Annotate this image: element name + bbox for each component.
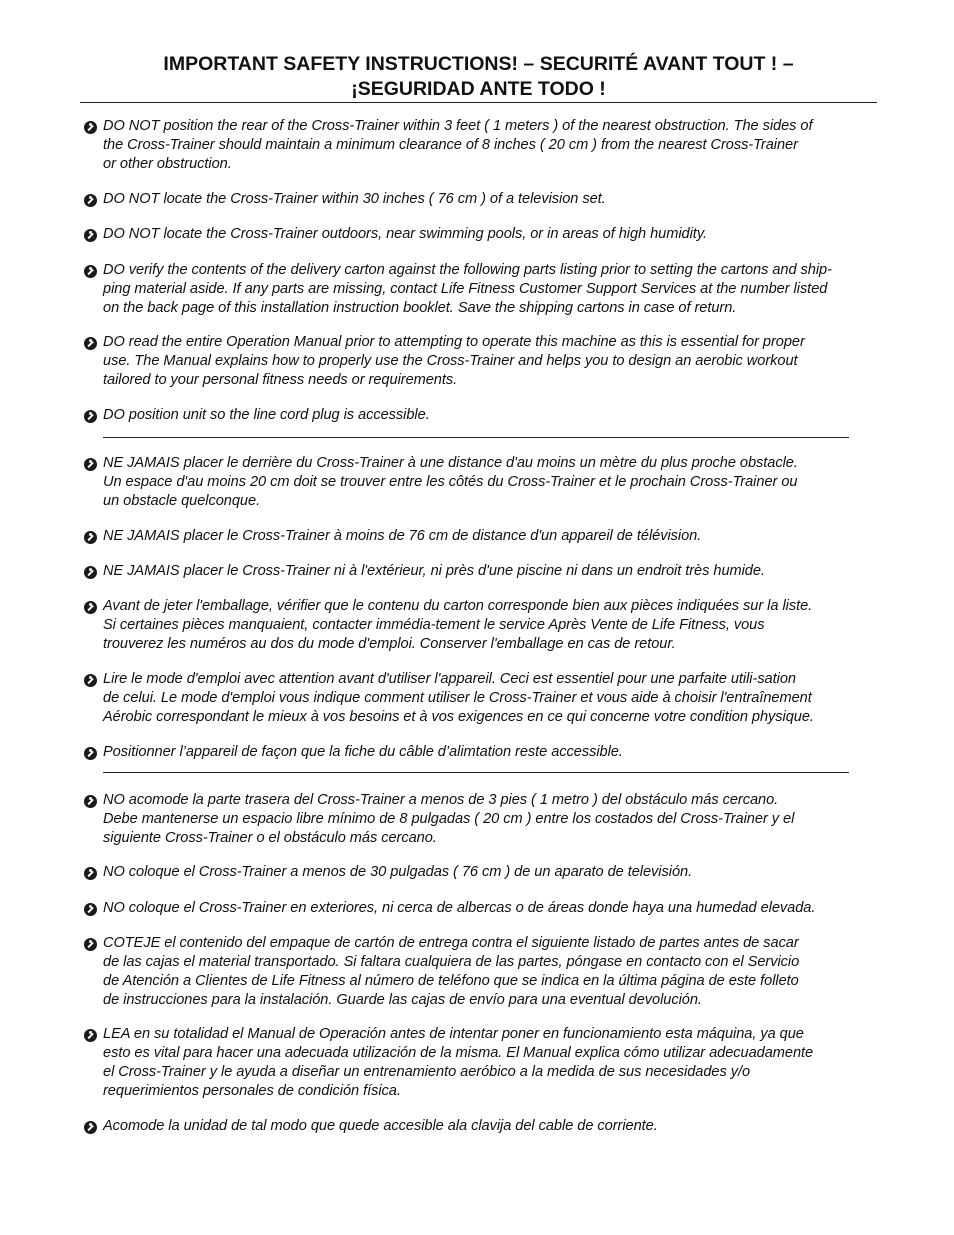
- bullet-icon: [84, 265, 97, 278]
- bullet-icon: [84, 1029, 97, 1042]
- instruction-line: use. The Manual explains how to properly use the Cross-Trainer and helps you to design an aerobic workout: [103, 353, 798, 369]
- instruction-line: NO acomode la parte trasera del Cross-Trainer a menos de 3 pies ( 1 metro ) del obstáculo más cercano.: [103, 792, 779, 808]
- instruction-line: de Atención a Clientes de Life Fitness al número de teléfono que se indica en la última página de este folleto: [103, 973, 799, 989]
- bullet-icon: [84, 531, 97, 544]
- instruction-line: Si certaines pièces manquaient, contacter immédia-tement le service Après Vente de Life Fitness, vous: [103, 617, 765, 633]
- bullet-icon: [84, 938, 97, 951]
- english-instruction-item: [84, 117, 884, 174]
- instruction-text: [103, 1117, 884, 1136]
- instruction-text: [103, 597, 884, 654]
- instruction-line: DO verify the contents of the delivery carton against the following parts listing prior to setting the cartons and ship-: [103, 262, 832, 278]
- instruction-line: el Cross-Trainer y le ayuda a diseñar un entrenamiento aeróbico a la medida de sus necesidades y/o: [103, 1064, 751, 1080]
- instruction-line: Avant de jeter l'emballage, vérifier que le contenu du carton corresponde bien aux pièces indiquées sur la liste.: [103, 598, 813, 614]
- instruction-line: Acomode la unidad de tal modo que quede accesible ala clavija del cable de corriente.: [103, 1118, 658, 1134]
- bullet-icon: [84, 747, 97, 760]
- instruction-text: [103, 333, 884, 390]
- french-instruction-item: [84, 597, 884, 654]
- instruction-text: [103, 863, 884, 882]
- instruction-text: [103, 899, 884, 918]
- bullet-icon: [84, 121, 97, 134]
- instruction-text: [103, 117, 884, 174]
- spanish-instruction-item: [84, 1025, 884, 1101]
- english-instruction-item: [84, 333, 884, 390]
- bullet-icon: [84, 601, 97, 614]
- instruction-line: tailored to your personal fitness needs or requirements.: [103, 372, 458, 388]
- instruction-line: the Cross-Trainer should maintain a minimum clearance of 8 inches ( 20 cm ) from the nearest Cross-Trainer: [103, 137, 798, 153]
- instruction-line: siguiente Cross-Trainer o el obstáculo más cercano.: [103, 830, 437, 846]
- instruction-line: LEA en su totalidad el Manual de Operación antes de intentar poner en funcionamiento esta máquina, ya que: [103, 1026, 804, 1042]
- instruction-text: [103, 406, 884, 425]
- instruction-line: Debe mantenerse un espacio libre mínimo de 8 pulgadas ( 20 cm ) entre los costados del Cross-Trainer y el: [103, 811, 795, 827]
- title-line-2: ¡SEGURIDAD ANTE TODO !: [351, 78, 606, 100]
- bullet-icon: [84, 674, 97, 687]
- instruction-line: NO coloque el Cross-Trainer en exteriores, ni cerca de albercas o de áreas donde haya una humedad elevada.: [103, 900, 816, 916]
- instruction-text: [103, 791, 884, 848]
- bullet-icon: [84, 229, 97, 242]
- instruction-text: [103, 190, 884, 209]
- instruction-line: COTEJE el contenido del empaque de cartón de entrega contra el siguiente listado de partes antes de sacar: [103, 935, 799, 951]
- bullet-icon: [84, 194, 97, 207]
- instruction-line: NE JAMAIS placer le derrière du Cross-Trainer à une distance d'au moins un mètre du plus proche obstacle.: [103, 455, 798, 471]
- bullet-icon: [84, 795, 97, 808]
- bullet-icon: [84, 458, 97, 471]
- english-instruction-item: [84, 225, 884, 244]
- instruction-line: de las cajas el material transportado. Si faltara cualquiera de las partes, póngase en contacto con el Servicio: [103, 954, 800, 970]
- instruction-line: Un espace d'au moins 20 cm doit se trouver entre les côtés du Cross-Trainer et le prochain Cross-Trainer ou: [103, 474, 798, 490]
- instruction-line: esto es vital para hacer una adecuada utilización de la misma. El Manual explica cómo utilizar adecuadamente: [103, 1045, 814, 1061]
- bullet-icon: [84, 566, 97, 579]
- bullet-icon: [84, 903, 97, 916]
- instruction-line: NO coloque el Cross-Trainer a menos de 30 pulgadas ( 76 cm ) de un aparato de televisión.: [103, 864, 693, 880]
- bullet-icon: [84, 1121, 97, 1134]
- bullet-icon: [84, 337, 97, 350]
- instruction-line: DO NOT position the rear of the Cross-Trainer within 3 feet ( 1 meters ) of the nearest obstruction. The sides of: [103, 118, 813, 134]
- bullet-icon: [84, 867, 97, 880]
- page-title: [80, 52, 877, 102]
- instruction-text: [103, 527, 884, 546]
- instruction-line: un obstacle quelconque.: [103, 493, 261, 509]
- instruction-line: DO position unit so the line cord plug is accessible.: [103, 407, 430, 423]
- english-instruction-item: [84, 261, 884, 318]
- french-instruction-item: [84, 527, 884, 546]
- instruction-line: NE JAMAIS placer le Cross-Trainer à moins de 76 cm de distance d'un appareil de télévision.: [103, 528, 702, 544]
- title-line-1: IMPORTANT SAFETY INSTRUCTIONS! – SECURITÉ AVANT TOUT ! –: [163, 53, 794, 75]
- instruction-text: [103, 934, 884, 1010]
- french-instruction-item: [84, 454, 884, 511]
- instruction-line: Aérobic correspondant le mieux à vos besoins et à vos exigences en ce qui concerne votre condition physique.: [103, 709, 814, 725]
- instruction-line: Lire le mode d'emploi avec attention avant d'utiliser l'appareil. Ceci est essentiel pour une parfaite utili-sation: [103, 671, 796, 687]
- instruction-text: [103, 743, 884, 762]
- instruction-line: de celui. Le mode d'emploi vous indique comment utiliser le Cross-Trainer et vous aide à choisir l'entraînement: [103, 690, 812, 706]
- instruction-line: ping material aside. If any parts are missing, contact Life Fitness Customer Support Services at the number listed: [103, 281, 828, 297]
- instruction-line: DO read the entire Operation Manual prior to attempting to operate this machine as this is essential for proper: [103, 334, 805, 350]
- english-instruction-item: [84, 190, 884, 209]
- instruction-line: NE JAMAIS placer le Cross-Trainer ni à l'extérieur, ni près d'une piscine ni dans un endroit très humide.: [103, 563, 765, 579]
- french-instruction-item: [84, 562, 884, 581]
- instruction-line: requerimientos personales de condición física.: [103, 1083, 401, 1099]
- french-instruction-item: [84, 670, 884, 727]
- instruction-text: [103, 225, 884, 244]
- section-divider: [103, 772, 849, 773]
- spanish-instruction-item: [84, 791, 884, 848]
- instruction-line: or other obstruction.: [103, 156, 232, 172]
- spanish-instruction-item: [84, 1117, 884, 1136]
- instruction-line: DO NOT locate the Cross-Trainer within 30 inches ( 76 cm ) of a television set.: [103, 191, 606, 207]
- instruction-text: [103, 562, 884, 581]
- instruction-line: de instrucciones para la instalación. Guarde las cajas de envío para una eventual devolución.: [103, 992, 702, 1008]
- spanish-instruction-item: [84, 899, 884, 918]
- instruction-text: [103, 670, 884, 727]
- instruction-line: DO NOT locate the Cross-Trainer outdoors, near swimming pools, or in areas of high humidity.: [103, 226, 707, 242]
- instruction-line: on the back page of this installation instruction booklet. Save the shipping cartons in case of return.: [103, 300, 737, 316]
- instruction-line: Positionner l’appareil de façon que la fiche du câble d’alimtation reste accessible.: [103, 744, 623, 760]
- instruction-text: [103, 1025, 884, 1101]
- section-divider: [103, 437, 849, 438]
- spanish-instruction-item: [84, 934, 884, 1010]
- instruction-text: [103, 454, 884, 511]
- instruction-line: trouverez les numéros au dos du mode d'emploi. Conserver l'emballage en cas de retour.: [103, 636, 676, 652]
- english-instruction-item: [84, 406, 884, 425]
- instruction-text: [103, 261, 884, 318]
- spanish-instruction-item: [84, 863, 884, 882]
- french-instruction-item: [84, 743, 884, 762]
- title-underline: [80, 102, 877, 103]
- bullet-icon: [84, 410, 97, 423]
